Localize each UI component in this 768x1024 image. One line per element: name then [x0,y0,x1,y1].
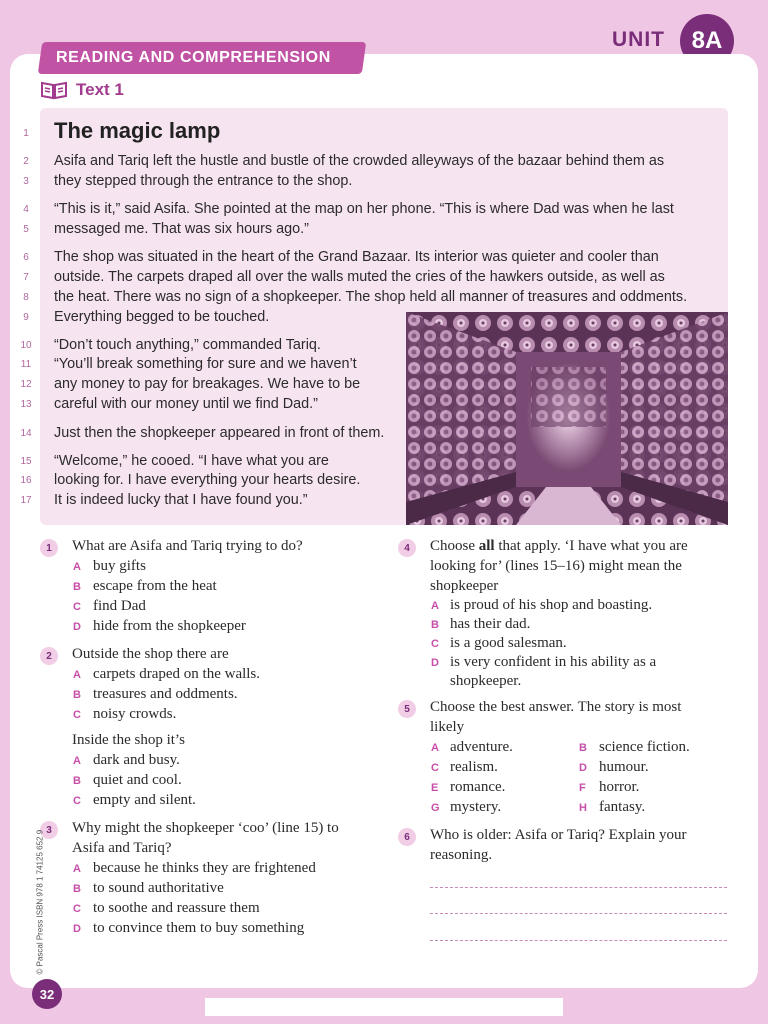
option-letter: E [431,782,439,794]
answer-line[interactable] [430,887,727,888]
option-letter: B [73,883,81,895]
option-letter: C [73,709,81,721]
question-number: 4 [398,539,416,557]
option-text[interactable]: is proud of his shop and boasting. [450,597,653,613]
option-text[interactable]: romance. [450,779,506,795]
option-text[interactable]: carpets draped on the walls. [93,666,261,682]
line-number: 4 [23,204,29,215]
option-letter: A [431,742,439,754]
line-number: 1 [23,128,29,139]
option-letter: C [431,762,439,774]
section-banner [38,42,366,74]
option-text[interactable]: because he thinks they are frightened [93,860,316,876]
story-line: careful with our money until we find Dad.” [54,396,318,412]
option-text[interactable]: humour. [599,759,649,775]
story-line: outside. The carpets draped all over the walls muted the cries of the hawkers outside, as well as [54,269,665,285]
answer-line[interactable] [430,913,727,914]
line-number: 15 [20,456,32,467]
option-letter: G [431,802,440,814]
option-text[interactable]: empty and silent. [93,792,196,808]
question-text: reasoning. [430,847,493,863]
line-number: 9 [23,312,29,323]
option-letter: A [73,755,81,767]
option-letter: D [579,762,587,774]
option-letter: C [431,638,439,650]
story-line: the heat. There was no sign of a shopkeeper. The shop held all manner of treasures and oddments. [54,289,688,305]
option-text[interactable]: adventure. [450,739,513,755]
story-line: “Don’t touch anything,” commanded Tariq. [54,337,321,353]
story-line: looking for. I have everything your hearts desire. [54,472,361,488]
option-letter: B [73,689,81,701]
option-letter: A [73,561,81,573]
option-text[interactable]: buy gifts [93,558,146,574]
option-letter: D [73,621,81,633]
unit-label: UNIT [612,28,665,51]
option-text[interactable]: escape from the heat [93,578,217,594]
option-text[interactable]: noisy crowds. [93,706,177,722]
line-number: 7 [23,272,29,283]
line-number: 5 [23,224,29,235]
page-number: 32 [32,979,62,1009]
line-number: 8 [23,292,29,303]
section-banner-label: READING AND COMPREHENSION [56,49,331,66]
option-text[interactable]: hide from the shopkeeper [93,618,246,634]
unit-badge: 8A [680,14,734,68]
option-text[interactable]: find Dad [93,598,146,614]
option-text[interactable]: to sound authoritative [93,880,224,896]
bazaar-shop-photo [406,312,728,525]
answer-line[interactable] [430,940,727,941]
option-letter: B [73,775,81,787]
text-label: Text 1 [76,80,124,99]
story-line: The shop was situated in the heart of the Grand Bazaar. Its interior was quieter and cooler than [54,249,659,265]
question-number: 3 [40,821,58,839]
option-letter: D [431,657,439,669]
line-number: 3 [23,176,29,187]
line-number: 10 [20,340,32,351]
story-line: “Welcome,” he cooed. “I have what you are [54,453,329,469]
open-book-icon [40,80,68,100]
option-letter: B [579,742,587,754]
option-text[interactable]: science fiction. [599,739,690,755]
copyright-notice: © Pascal Press ISBN 978 1 74125 652 9 [35,829,45,975]
question-text: Who is older: Asifa or Tariq? Explain your [430,827,687,843]
question-number: 6 [398,828,416,846]
story-line: Everything begged to be touched. [54,309,270,325]
question-text: What are Asifa and Tariq trying to do? [72,538,303,554]
line-number: 2 [23,156,29,167]
option-text[interactable]: to soothe and reassure them [93,900,260,916]
story-line: “This is it,” said Asifa. She pointed at the map on her phone. “This is where Dad was when he last [54,201,674,217]
question-text: looking for’ (lines 15–16) might mean the [430,558,682,574]
question-text: Asifa and Tariq? [72,840,172,856]
line-number: 16 [20,475,32,486]
option-text[interactable]: realism. [450,759,498,775]
option-text[interactable]: dark and busy. [93,752,180,768]
line-number: 17 [20,495,32,506]
question-number: 1 [40,539,58,557]
text-heading [40,80,124,100]
question-number: 5 [398,700,416,718]
story-line: It is indeed lucky that I have found you.” [54,492,308,508]
story-line: Asifa and Tariq left the hustle and bustle of the crowded alleyways of the bazaar behind them as [54,153,665,169]
story-title: The magic lamp [54,118,221,143]
question-text-pre: Choose [430,538,479,554]
footer-strip [205,998,563,1016]
question-text: shopkeeper [430,578,499,594]
question-text: Inside the shop it’s [72,732,185,748]
option-text[interactable]: fantasy. [599,799,646,815]
option-letter: A [73,669,81,681]
option-letter: A [73,863,81,875]
question-number: 2 [40,647,58,665]
option-letter: H [579,802,587,814]
story-line: they stepped through the entrance to the shop. [54,173,353,189]
story-line: Just then the shopkeeper appeared in front of them. [54,425,385,441]
question-text [430,538,688,555]
option-text[interactable]: is very confident in his ability as a [450,654,657,670]
line-number: 6 [23,252,29,263]
option-text[interactable]: to convince them to buy something [93,920,305,936]
line-number: 11 [20,359,32,370]
story-line: any money to pay for breakages. We have to be [54,376,361,392]
option-letter: C [73,601,81,613]
option-text[interactable]: horror. [599,779,640,795]
question-text: Why might the shopkeeper ‘coo’ (line 15) to [72,820,339,836]
option-text[interactable]: has their dad. [450,616,531,632]
question-text-bold: all [478,538,495,554]
option-text[interactable]: is a good salesman. [450,635,567,651]
line-number: 13 [20,399,32,410]
question-text: likely [430,719,465,735]
option-letter: D [73,923,81,935]
story-line: “You’ll break something for sure and we haven’t [54,356,357,372]
question-text-post: that apply. ‘I have what you are [494,538,688,554]
line-number: 14 [20,428,32,439]
option-letter: F [579,782,586,794]
option-letter: C [73,903,81,915]
option-letter: B [73,581,81,593]
option-letter: C [73,795,81,807]
option-text: shopkeeper. [450,673,522,689]
option-text[interactable]: quiet and cool. [93,772,182,788]
question-text: Choose the best answer. The story is most [430,699,682,715]
question-text: Outside the shop there are [72,646,229,662]
option-text[interactable]: mystery. [450,799,502,815]
option-letter: B [431,619,439,631]
story-line: messaged me. That was six hours ago.” [54,221,309,237]
option-letter: A [431,600,439,612]
line-number: 12 [20,379,32,390]
option-text[interactable]: treasures and oddments. [93,686,238,702]
